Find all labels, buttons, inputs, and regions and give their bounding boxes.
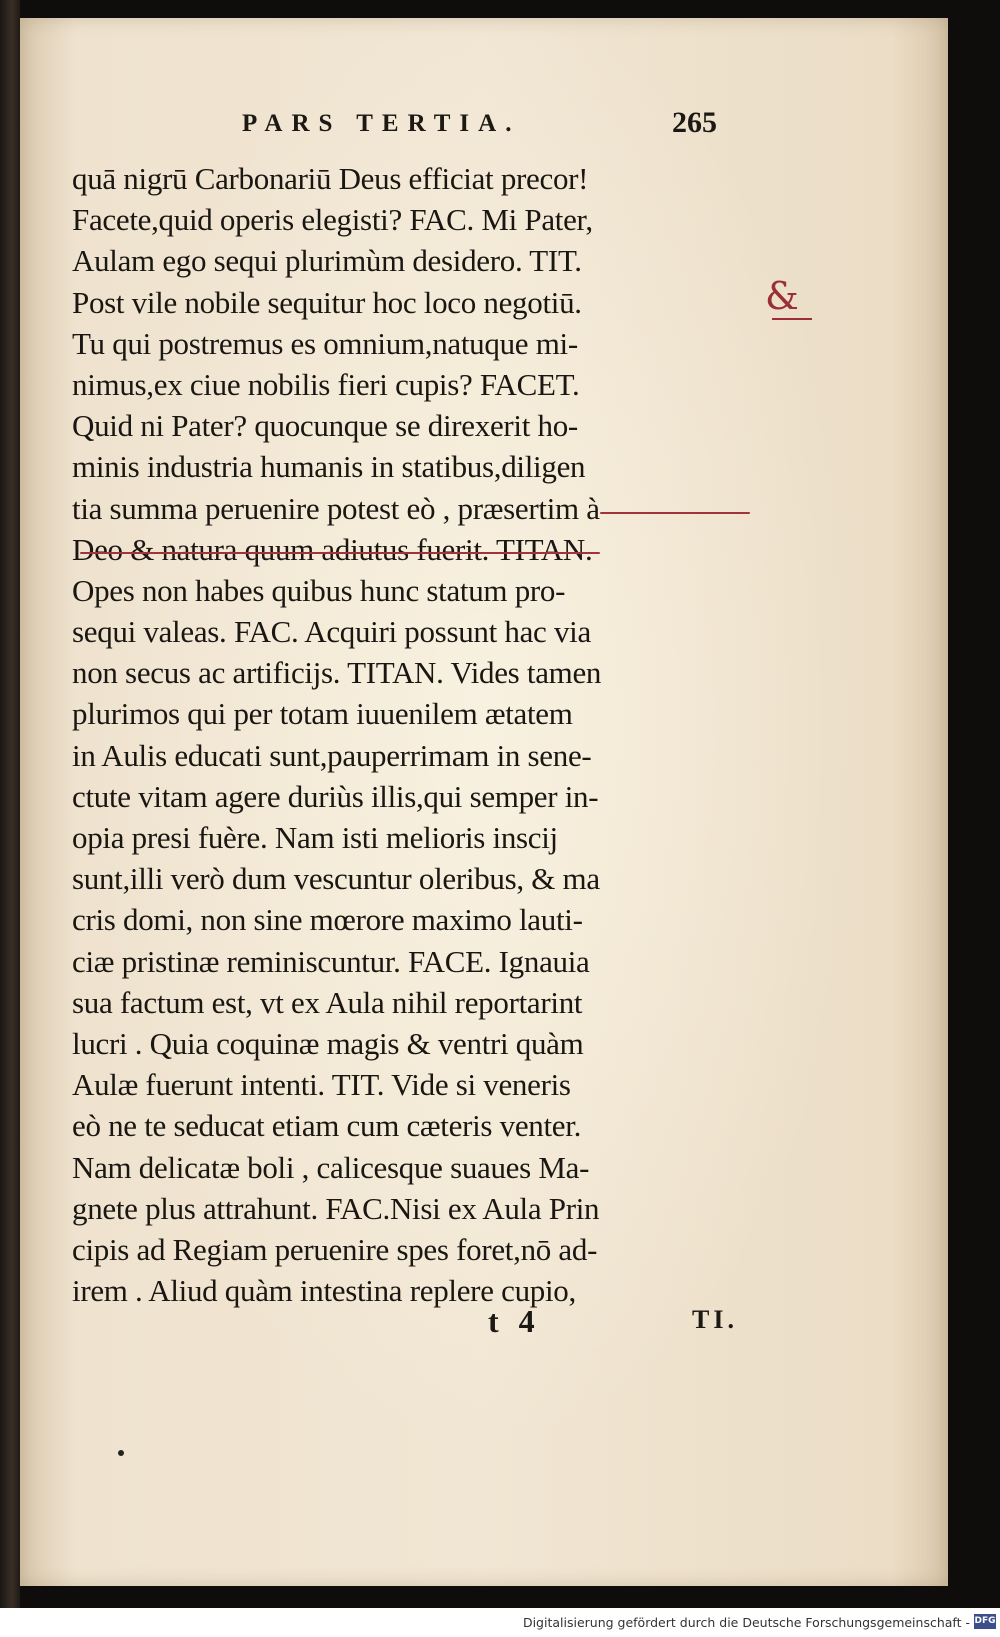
running-head-title: PARS TERTIA. [242,110,521,137]
signature-mark: t 4 [488,1303,541,1339]
page-footer-catchwords [20,1303,948,1343]
digitization-footer [0,1608,1000,1637]
text-line: sua factum est, vt ex Aula nihil reportarint [72,984,583,1020]
text-line: opia presi fuère. Nam isti melioris inscij [72,820,558,855]
text-line: Opes non habes quibus hunc statum pro- [72,572,566,608]
text-line: in Aulis educati sunt,pauperrimam in sene- [72,737,592,773]
text-line: eò ne te seducat etiam cum cæteris venter. [72,1108,582,1144]
book-page [20,18,948,1586]
text-line: cris domi, non sine mœrore maximo lauti- [72,902,583,938]
running-head [20,106,948,150]
text-line: cipis ad Regiam peruenire spes foret,nō ad- [72,1231,598,1267]
pen-underline [600,512,750,514]
text-line: plurimos qui per totam iuuenilem ætatem [72,696,573,732]
catchword: TI. [692,1305,738,1334]
text-line: non secus ac artificijs. TITAN. Vides tamen [72,655,602,691]
pen-underline [80,552,600,554]
text-line: Aulæ fuerunt intenti. TIT. Vide si veneris [72,1067,571,1103]
text-line: tia summa peruenire potest eò , præsertim à [72,490,600,526]
text-line: Facete,quid operis elegisti? FAC. Mi Pater, [72,202,593,238]
text-line: sequi valeas. FAC. Acquiri possunt hac via [72,614,591,650]
margin-annotation-stroke [772,318,812,320]
page-number: 265 [672,106,717,139]
text-line: nimus,ex ciue nobilis fieri cupis? FACET. [72,366,580,402]
text-line: Post vile nobile sequitur hoc loco negotiū. [72,284,582,320]
text-line: Quid ni Pater? quocunque se direxerit ho- [72,408,578,444]
text-line: minis industria humanis in statibus,diligen [72,449,586,485]
book-spine-edge [0,0,20,1637]
text-line: sunt,illi verò dum vescuntur oleribus, & ma [72,861,600,897]
text-line: Aulam ego sequi plurimùm desidero. TIT. [72,243,582,279]
ink-speck [118,1450,124,1456]
text-line: irem . Aliud quàm intestina replere cupio, [72,1273,576,1309]
funding-credit: Digitalisierung gefördert durch die Deutsche Forschungsgemeinschaft - [522,1615,970,1630]
text-line: Deo & natura quum adiutus fuerit. TITAN. [72,531,593,567]
text-line: lucri . Quia coquinæ magis & ventri quàm [72,1025,584,1061]
text-line: gnete plus attrahunt. FAC.Nisi ex Aula Prin [72,1190,600,1226]
body-text [72,158,792,1311]
text-line: Tu qui postremus es omnium,natuque mi- [72,325,578,361]
margin-annotation: & [765,274,799,318]
dfg-logo: DFG [974,1614,996,1629]
text-line: Nam delicatæ boli , calicesque suaues Ma- [72,1149,590,1185]
text-line: ctute vitam agere duriùs illis,qui semper in- [72,778,599,814]
text-line: ciæ pristinæ reminiscuntur. FACE. Ignauia [72,943,590,979]
text-line: quā nigrū Carbonariū Deus efficiat precor! [72,161,589,196]
